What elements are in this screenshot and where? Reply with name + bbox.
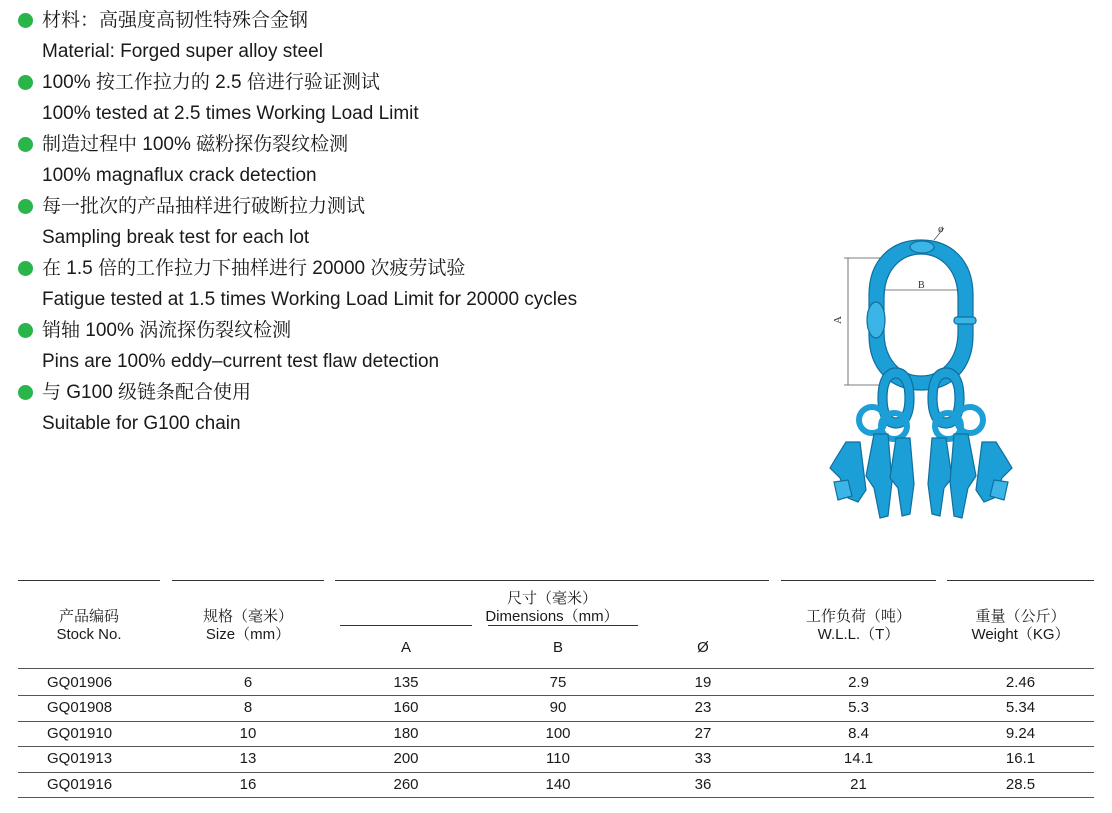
header-size: 规格（毫米） Size（mm） bbox=[202, 608, 293, 643]
cell-wll: 8.4 bbox=[848, 724, 869, 742]
table-top-rule bbox=[335, 580, 769, 581]
cell-stock-no: GQ01910 bbox=[47, 724, 113, 742]
cell-wll: 5.3 bbox=[848, 699, 869, 717]
header-dim-b: B bbox=[552, 639, 563, 656]
cell-dim-diameter: 23 bbox=[694, 699, 712, 717]
feature-text-en: Sampling break test for each lot bbox=[42, 227, 310, 248]
cell-weight: 28.5 bbox=[1005, 775, 1036, 793]
feature-item bbox=[18, 253, 718, 315]
cell-dim-b: 75 bbox=[549, 674, 567, 691]
green-bullet-icon bbox=[18, 261, 33, 276]
feature-item bbox=[18, 377, 718, 439]
cell-dim-diameter: 36 bbox=[694, 775, 712, 793]
green-bullet-icon bbox=[18, 75, 33, 90]
table-top-rule bbox=[947, 580, 1094, 581]
header-dimensions: 尺寸（毫米） Dimensions（mm） bbox=[485, 590, 619, 625]
cell-wll: 2.9 bbox=[848, 674, 869, 691]
cell-size: 13 bbox=[239, 750, 257, 768]
header-wll: 工作负荷（吨） W.L.L.（T） bbox=[805, 608, 911, 643]
feature-text-en: Suitable for G100 chain bbox=[42, 413, 241, 434]
dimension-b-label: B bbox=[918, 280, 925, 291]
feature-text-en: Material: Forged super alloy steel bbox=[42, 41, 323, 62]
header-weight: 重量（公斤） Weight（KG） bbox=[971, 608, 1070, 643]
feature-text-zh: 销轴 100% 涡流探伤裂纹检测 bbox=[18, 315, 718, 346]
feature-item bbox=[18, 191, 718, 253]
product-illustration bbox=[826, 220, 1016, 525]
feature-text-en: Fatigue tested at 1.5 times Working Load Limit for 20000 cycles bbox=[42, 289, 578, 310]
cell-stock-no: GQ01906 bbox=[47, 674, 113, 691]
cell-size: 8 bbox=[243, 699, 253, 717]
cell-dim-diameter: 19 bbox=[694, 674, 712, 691]
table-row bbox=[18, 670, 1094, 695]
header-dim-a: A bbox=[400, 639, 411, 656]
cell-size: 6 bbox=[243, 674, 253, 691]
feature-text-en: 100% tested at 2.5 times Working Load Limit bbox=[42, 103, 419, 124]
hook-2 bbox=[866, 434, 892, 518]
table-row bbox=[18, 721, 1094, 746]
cell-weight: 5.34 bbox=[1005, 699, 1036, 717]
cell-dim-a: 135 bbox=[393, 674, 419, 691]
diameter-label: ø bbox=[938, 223, 944, 235]
master-link-assembly-drawing bbox=[826, 220, 1016, 525]
cell-weight: 2.46 bbox=[1005, 674, 1036, 691]
cell-dim-b: 90 bbox=[549, 699, 567, 717]
cell-stock-no: GQ01916 bbox=[47, 775, 113, 793]
cell-dim-a: 180 bbox=[393, 724, 419, 742]
cell-dim-a: 200 bbox=[393, 750, 419, 768]
row-divider bbox=[18, 797, 1094, 798]
dimensions-group-rule bbox=[488, 625, 638, 626]
green-bullet-icon bbox=[18, 385, 33, 400]
feature-text-en: 100% magnaflux crack detection bbox=[42, 165, 317, 186]
hook-4 bbox=[928, 438, 952, 516]
dimensions-group-rule bbox=[340, 625, 472, 626]
cell-size: 10 bbox=[239, 724, 257, 742]
cell-wll: 14.1 bbox=[843, 750, 874, 768]
green-bullet-icon bbox=[18, 13, 33, 28]
master-link-top-pin bbox=[910, 241, 934, 253]
hook-5 bbox=[950, 434, 976, 518]
specification-table bbox=[18, 578, 1094, 798]
green-bullet-icon bbox=[18, 199, 33, 214]
feature-item bbox=[18, 5, 718, 67]
hook-3 bbox=[890, 438, 914, 516]
feature-text-zh: 制造过程中 100% 磁粉探伤裂纹检测 bbox=[18, 129, 718, 160]
cell-dim-a: 160 bbox=[393, 699, 419, 717]
table-row bbox=[18, 695, 1094, 720]
feature-item bbox=[18, 315, 718, 377]
header-bottom-rule bbox=[18, 668, 1094, 669]
table-top-rule bbox=[781, 580, 936, 581]
feature-item bbox=[18, 67, 718, 129]
green-bullet-icon bbox=[18, 323, 33, 338]
cell-wll: 21 bbox=[850, 775, 867, 793]
master-link-weld-right bbox=[954, 317, 976, 324]
feature-text-zh: 材料：高强度高韧性特殊合金钢 bbox=[18, 5, 718, 36]
green-bullet-icon bbox=[18, 137, 33, 152]
master-link-weld-left bbox=[867, 302, 885, 338]
feature-item bbox=[18, 129, 718, 191]
cell-dim-b: 100 bbox=[545, 724, 571, 742]
feature-text-zh: 100% 按工作拉力的 2.5 倍进行验证测试 bbox=[18, 67, 718, 98]
cell-dim-diameter: 27 bbox=[694, 724, 712, 742]
table-top-rule bbox=[172, 580, 324, 581]
dimension-a-label: A bbox=[832, 316, 844, 324]
table-row bbox=[18, 746, 1094, 771]
cell-dim-b: 140 bbox=[545, 775, 571, 793]
feature-text-zh: 每一批次的产品抽样进行破断拉力测试 bbox=[18, 191, 718, 222]
table-row bbox=[18, 772, 1094, 797]
cell-dim-a: 260 bbox=[393, 775, 419, 793]
cell-dim-diameter: 33 bbox=[694, 750, 712, 768]
feature-text-zh: 与 G100 级链条配合使用 bbox=[18, 377, 718, 408]
cell-stock-no: GQ01913 bbox=[47, 750, 113, 768]
cell-size: 16 bbox=[239, 775, 257, 793]
header-dim-diameter: Ø bbox=[697, 639, 709, 656]
cell-weight: 9.24 bbox=[1005, 724, 1036, 742]
cell-dim-b: 110 bbox=[546, 750, 570, 768]
table-top-rule bbox=[18, 580, 160, 581]
header-stock-no: 产品编码 Stock No. bbox=[56, 608, 122, 643]
latch-1 bbox=[834, 480, 852, 500]
feature-text-en: Pins are 100% eddy–current test flaw detection bbox=[42, 351, 440, 372]
cell-weight: 16.1 bbox=[1005, 750, 1036, 768]
feature-list bbox=[18, 5, 718, 439]
cell-stock-no: GQ01908 bbox=[47, 699, 113, 717]
feature-text-zh: 在 1.5 倍的工作拉力下抽样进行 20000 次疲劳试验 bbox=[18, 253, 718, 284]
latch-6 bbox=[990, 480, 1008, 500]
